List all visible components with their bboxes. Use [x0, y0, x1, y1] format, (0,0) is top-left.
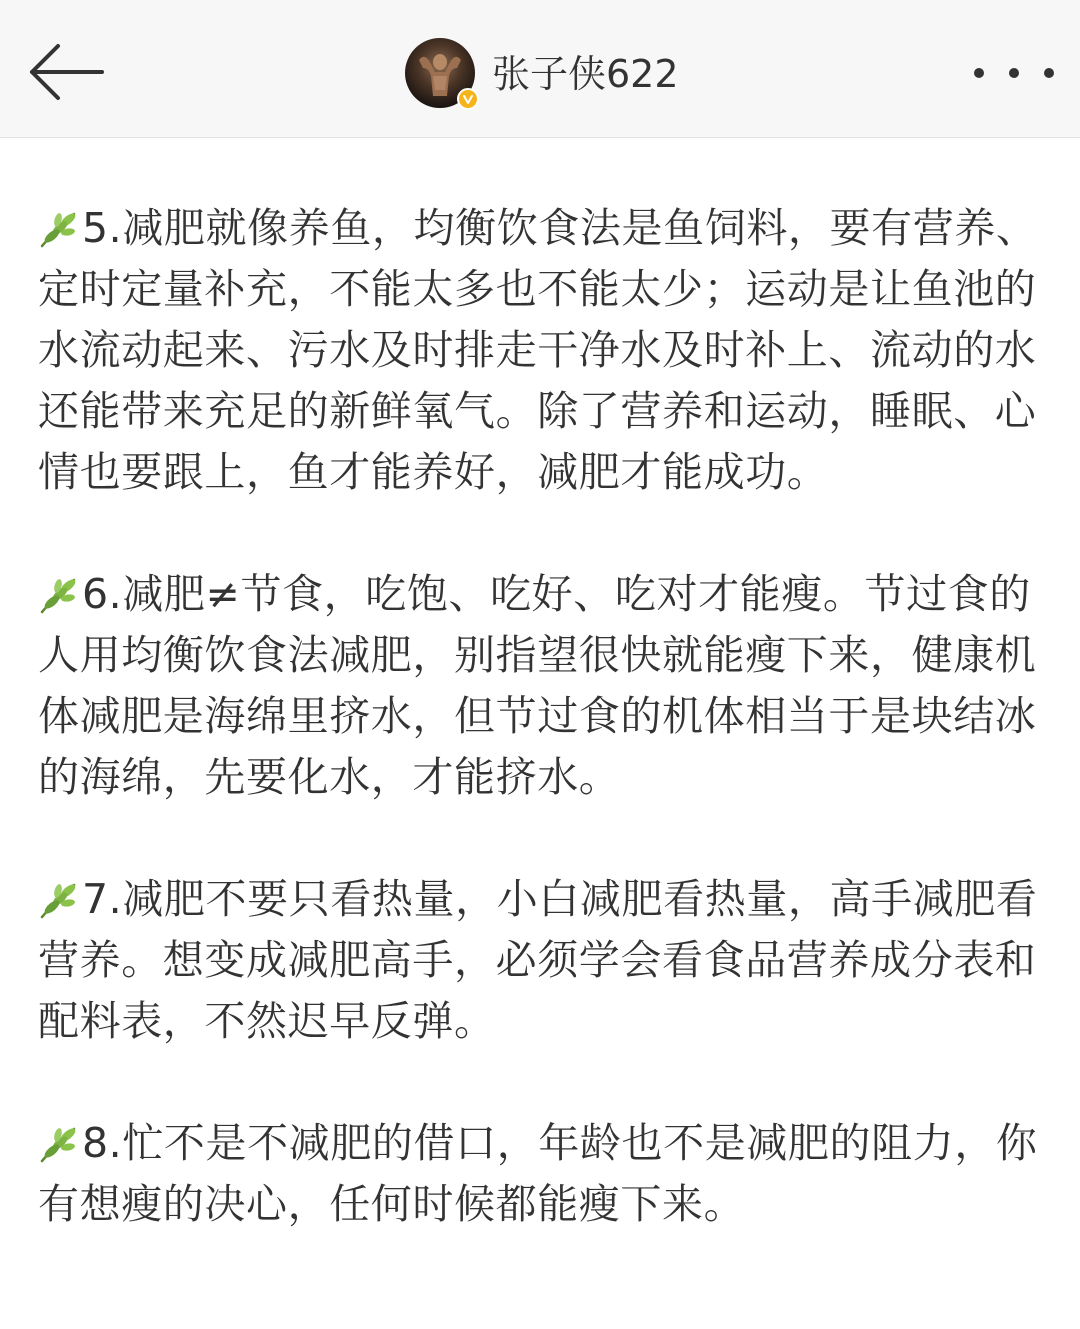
- paragraph-text: 7.减肥不要只看热量，小白减肥看热量，高手减肥看营养。想变成减肥高手，必须学会看食品营养成分表和配料表，不然迟早反弹。: [38, 875, 1038, 1045]
- paragraph-text: 8.忙不是不减肥的借口，年龄也不是减肥的阻力，你有想瘦的决心，任何时候都能瘦下来。: [38, 1119, 1038, 1228]
- post-paragraph: [38, 564, 1048, 808]
- more-dots-icon: [974, 68, 984, 78]
- user-avatar-container[interactable]: [405, 38, 475, 108]
- post-paragraph: [38, 869, 1048, 1052]
- post-paragraph: [38, 198, 1048, 503]
- more-options-button[interactable]: [974, 48, 1054, 98]
- post-paragraph: [38, 1113, 1048, 1235]
- herb-icon: [38, 574, 80, 614]
- verified-badge-icon: [457, 88, 479, 110]
- username[interactable]: 张子侠622: [492, 52, 679, 96]
- back-button[interactable]: [22, 36, 112, 108]
- herb-icon: [38, 208, 80, 248]
- paragraph-text: 6.减肥≠节食，吃饱、吃好、吃对才能瘦。节过食的人用均衡饮食法减肥，别指望很快就能瘦下来，健康机体减肥是海绵里挤水，但节过食的机体相当于是块结冰的海绵，先要化水，才能挤水。: [38, 570, 1037, 801]
- herb-icon: [38, 879, 80, 919]
- post-content: [38, 198, 1048, 1296]
- back-arrow-icon: [22, 36, 112, 108]
- paragraph-text: 5.减肥就像养鱼，均衡饮食法是鱼饲料，要有营养、定时定量补充，不能太多也不能太少；运动是让鱼池的水流动起来、污水及时排走干净水及时补上、流动的水还能带来充足的新鲜氧气。除了营养和运动，睡眠、心情也要跟上，鱼才能养好，减肥才能成功。: [38, 204, 1038, 496]
- more-dot: [1009, 68, 1019, 78]
- herb-icon: [38, 1123, 80, 1163]
- top-nav-bar: [0, 0, 1080, 138]
- more-dot: [1044, 68, 1054, 78]
